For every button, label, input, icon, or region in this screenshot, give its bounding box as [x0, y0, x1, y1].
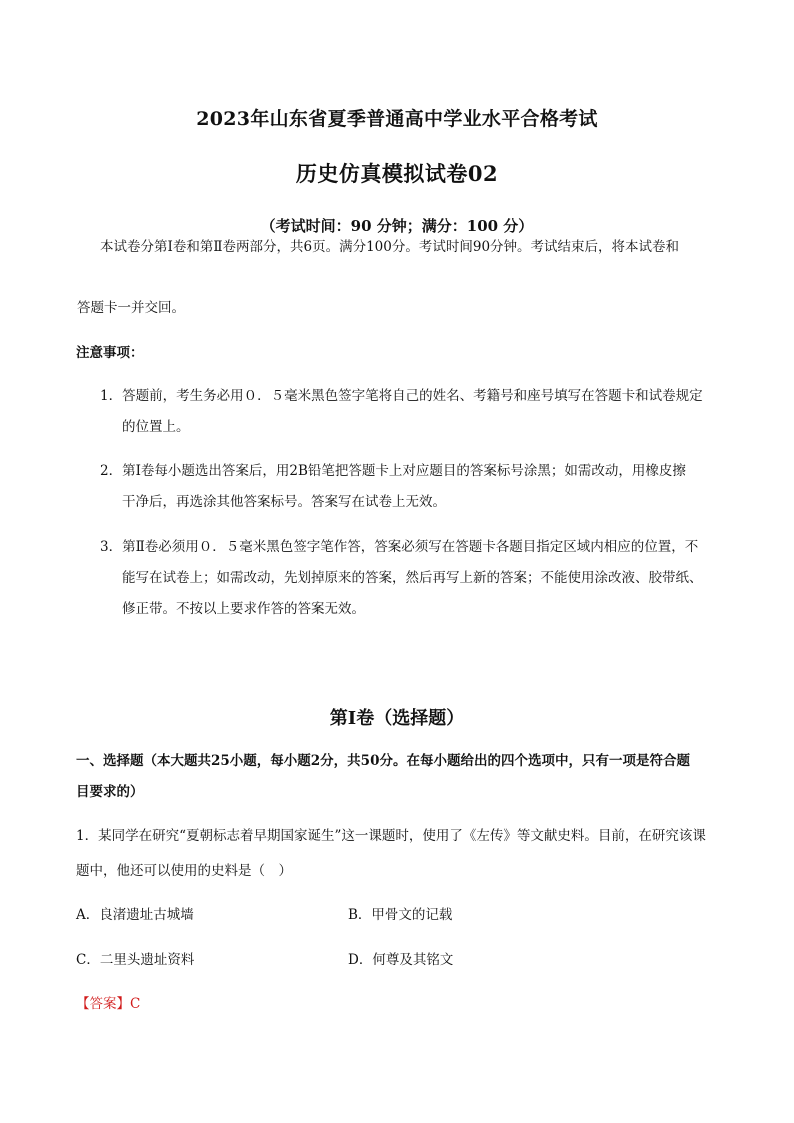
exam-title-line1: 2023年山东省夏季普通高中学业水平合格考试 [196, 108, 598, 130]
answer-line [76, 994, 140, 1014]
notice-item-3-line2: 能写在试卷上；如需改动，先划掉原来的答案，然后再写上新的答案；不能使用涂改液、胶带纸、 [122, 570, 703, 586]
option-b: B．甲骨文的记载 [348, 907, 453, 923]
option-d: D．何尊及其铭文 [348, 952, 454, 968]
section-title: 第Ⅰ卷（选择题） [329, 708, 465, 729]
intro-line1: 本试卷分第Ⅰ卷和第Ⅱ卷两部分，共6页。满分100分。考试时间90分钟。考试结束后，将本试卷和 [100, 239, 680, 255]
notice-item-3-line1: 3．第Ⅱ卷必须用０．５毫米黑色签字笔作答，答案必须写在答题卡各题目指定区域内相应的位置，不 [100, 539, 699, 555]
notice-item-2-line1: 2．第Ⅰ卷每小题选出答案后，用2B铅笔把答题卡上对应题目的答案标号涂黑；如需改动，用橡皮擦 [100, 463, 686, 479]
answer-value: C [130, 996, 141, 1012]
notice-item-1-line2: 的位置上。 [122, 419, 190, 435]
section-instruction-line2: 目要求的） [76, 784, 144, 800]
question-1-stem-line2: 题中，他还可以使用的史料是（ ） [76, 863, 292, 879]
question-1-stem-line1: 1．某同学在研究“夏朝标志着早期国家诞生”这一课题时，使用了《左传》等文献史料。目前，在研究该课 [76, 828, 706, 844]
notice-item-3-line3: 修正带。不按以上要求作答的答案无效。 [122, 601, 365, 617]
answer-tag: 【答案】 [76, 996, 130, 1012]
intro-line2: 答题卡一并交回。 [77, 300, 185, 316]
notice-item-2-line2: 干净后，再选涂其他答案标号。答案写在试卷上无效。 [122, 494, 446, 510]
section-instruction-line1: 一、选择题（本大题共25小题，每小题2分，共50分。在每小题给出的四个选项中，只有一项是符合题 [76, 753, 690, 769]
notice-heading: 注意事项： [76, 345, 144, 361]
exam-title-line2: 历史仿真模拟试卷02 [295, 161, 499, 186]
notice-item-1-line1: 1．答题前，考生务必用０．５毫米黑色签字笔将自己的姓名、考籍号和座号填写在答题卡和试卷规定 [100, 388, 703, 404]
option-a: A．良渚遗址古城墙 [76, 907, 194, 923]
option-c: C．二里头遗址资料 [76, 952, 195, 968]
exam-time-info: （考试时间：90 分钟；满分：100 分） [260, 217, 534, 235]
